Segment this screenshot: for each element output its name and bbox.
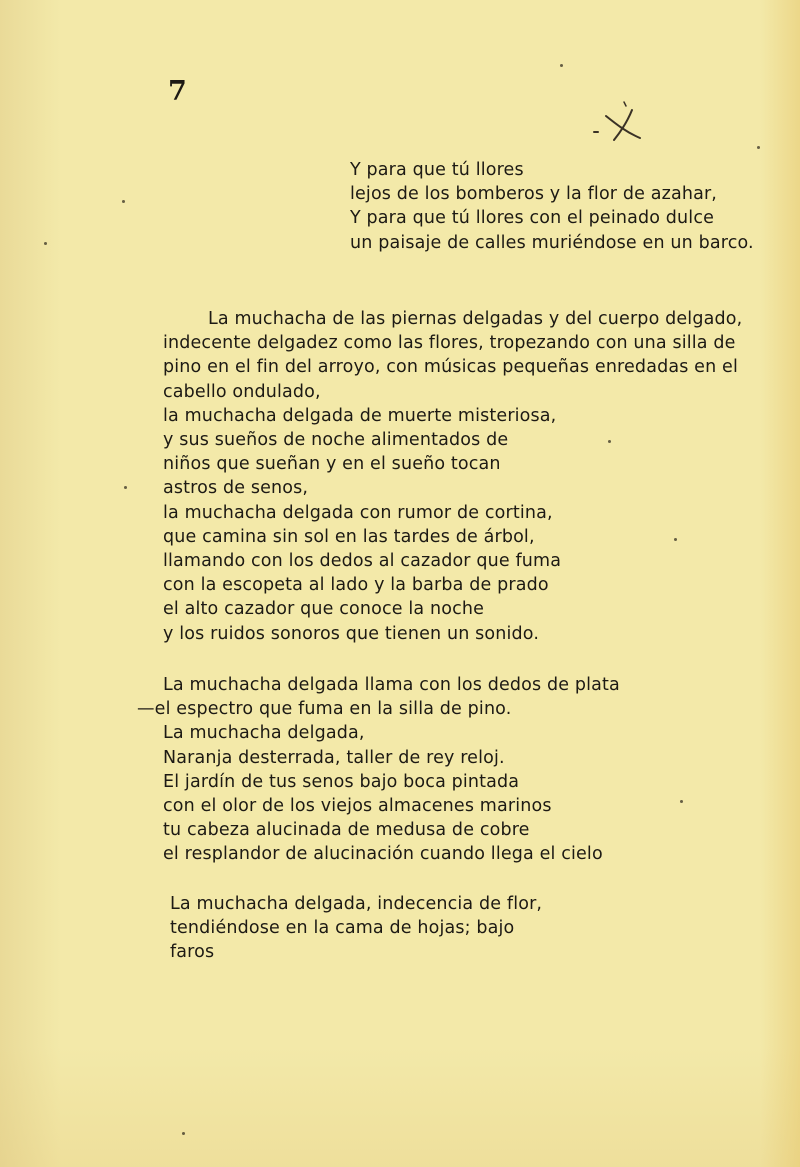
poem-line: indecente delgadez como las flores, tropezando con una silla de <box>163 333 736 354</box>
poem-line: El jardín de tus senos bajo boca pintada <box>163 771 520 792</box>
poem-line: y los ruidos sonoros que tienen un sonido. <box>163 623 540 644</box>
poem-line: —el espectro que fuma en la silla de pino. <box>137 699 512 720</box>
poem-line: pino en el fin del arroyo, con músicas pequeñas enredadas en el <box>163 357 738 378</box>
poem-line: Y para que tú llores <box>350 160 524 180</box>
poem-line: llamando con los dedos al cazador que fuma <box>163 551 562 572</box>
poem-line: con la escopeta al lado y la barba de prado <box>163 575 549 596</box>
paper-speck <box>674 538 677 541</box>
paper-speck <box>757 146 760 149</box>
paper-speck <box>608 440 611 443</box>
poem-line: niños que sueñan y en el sueño tocan <box>163 454 501 475</box>
paper-speck <box>122 200 125 203</box>
poem-line: Naranja desterrada, taller de rey reloj. <box>163 747 505 768</box>
poem-line: la muchacha delgada con rumor de cortina, <box>163 502 553 523</box>
page-number: 7 <box>168 76 187 107</box>
poem-line: tendiéndose en la cama de hojas; bajo <box>170 918 515 939</box>
poem-line: lejos de los bomberos y la flor de azahar, <box>350 184 717 205</box>
poem-line: Y para que tú llores con el peinado dulce <box>350 208 715 229</box>
poem-line: el resplandor de alucinación cuando llega el cielo <box>163 844 603 865</box>
stanza-4 <box>170 892 542 965</box>
handwritten-cross-mark-icon <box>588 98 648 148</box>
paper-speck <box>680 800 683 803</box>
stanza-1 <box>350 158 754 255</box>
stanza-3 <box>137 673 620 867</box>
poem-line: el alto cazador que conoce la noche <box>163 599 485 620</box>
poem-line: tu cabeza alucinada de medusa de cobre <box>163 820 530 841</box>
paper-speck <box>560 64 563 67</box>
paper-speck <box>44 242 47 245</box>
poem-line: astros de senos, <box>163 478 309 499</box>
poem-line: con el olor de los viejos almacenes marinos <box>163 796 552 817</box>
poem-line: La muchacha delgada, <box>163 723 365 744</box>
paper-speck <box>182 1132 185 1135</box>
poem-line: La muchacha de las piernas delgadas y del cuerpo delgado, <box>208 309 743 329</box>
poem-line: y sus sueños de noche alimentados de <box>163 430 509 451</box>
poem-line: faros <box>170 942 215 963</box>
stanza-2 <box>163 307 742 646</box>
poem-line: La muchacha delgada, indecencia de flor, <box>170 894 543 914</box>
poem-line: un paisaje de calles muriéndose en un barco. <box>350 232 754 253</box>
poem-line: que camina sin sol en las tardes de árbol, <box>163 526 535 547</box>
poem-line: cabello ondulado, <box>163 381 321 402</box>
paper-speck <box>124 486 127 489</box>
poem-line: La muchacha delgada llama con los dedos de plata <box>163 675 620 695</box>
poem-line: la muchacha delgada de muerte misteriosa, <box>163 405 557 426</box>
